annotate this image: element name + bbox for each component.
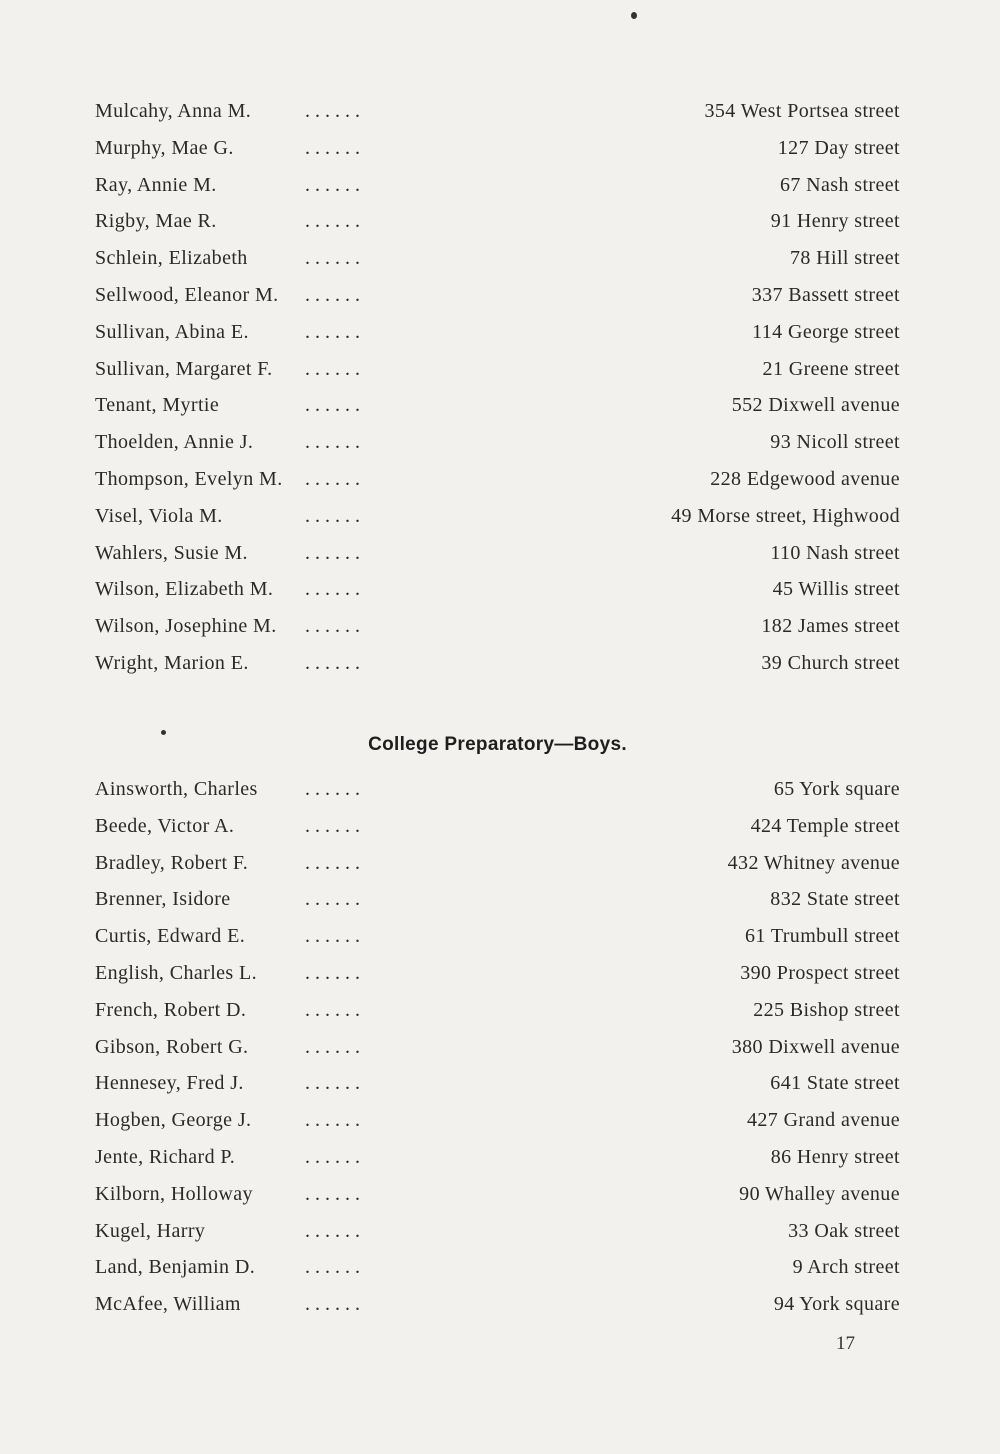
student-address: 78 Hill street	[789, 247, 900, 270]
directory-entry	[95, 280, 900, 317]
student-name: Wright, Marion E.	[95, 651, 249, 674]
student-address: 90 Whalley avenue	[739, 1182, 900, 1205]
directory-entry	[95, 317, 900, 354]
student-name: Hogben, George J.	[95, 1109, 252, 1132]
student-name: Curtis, Edward E.	[95, 925, 246, 948]
girls-directory-list	[95, 96, 900, 685]
student-address: 228 Edgewood avenue	[710, 467, 900, 490]
student-name: French, Robert D.	[95, 998, 247, 1021]
student-address: 225 Bishop street	[753, 998, 900, 1021]
directory-entry	[95, 1068, 900, 1105]
directory-entry	[95, 1142, 900, 1179]
directory-entry	[95, 1032, 900, 1069]
dot-leaders: . . . . . .	[305, 925, 360, 948]
directory-entry	[95, 995, 900, 1032]
student-address: 337 Bassett street	[751, 283, 900, 306]
dot-leaders: . . . . . .	[305, 615, 360, 638]
dot-leaders: . . . . . .	[305, 283, 360, 306]
student-name: Sullivan, Abina E.	[95, 320, 249, 343]
student-name: Mulcahy, Anna M.	[95, 100, 252, 122]
dot-leaders: . . . . . .	[305, 320, 360, 343]
student-address: 61 Trumbull street	[745, 925, 900, 948]
dot-leaders: . . . . . .	[305, 578, 360, 601]
student-name: Sellwood, Eleanor M.	[95, 283, 279, 306]
student-name: Rigby, Mae R.	[95, 210, 217, 233]
directory-entry	[95, 1216, 900, 1253]
dot-leaders: . . . . . .	[305, 467, 360, 490]
directory-entry	[95, 538, 900, 575]
student-name: Jente, Richard P.	[95, 1145, 236, 1168]
directory-entry	[95, 170, 900, 207]
dot-leaders: . . . . . .	[305, 1293, 360, 1316]
dot-leaders: . . . . . .	[305, 1256, 360, 1279]
directory-entry	[95, 811, 900, 848]
student-name: Hennesey, Fred J.	[95, 1072, 244, 1095]
dot-leaders: . . . . . .	[305, 851, 360, 874]
dot-leaders: . . . . . .	[305, 100, 360, 122]
student-name: Sullivan, Margaret F.	[95, 357, 273, 380]
student-name: Thompson, Evelyn M.	[95, 467, 283, 490]
directory-entry	[95, 884, 900, 921]
dot-leaders: . . . . . .	[305, 1182, 360, 1205]
student-name: Ray, Annie M.	[95, 173, 217, 196]
student-name: Tenant, Myrtie	[95, 394, 220, 417]
student-address: 432 Whitney avenue	[727, 851, 900, 874]
dot-leaders: . . . . . .	[305, 651, 360, 674]
dot-leaders: . . . . . .	[305, 541, 360, 564]
student-address: 93 Nicoll street	[770, 431, 900, 454]
student-address: 94 York square	[773, 1293, 900, 1316]
dot-leaders: . . . . . .	[305, 778, 360, 800]
section-heading: College Preparatory—Boys.	[368, 734, 627, 755]
student-address: 9 Arch street	[792, 1256, 900, 1279]
student-name: Kilborn, Holloway	[95, 1182, 253, 1205]
student-address: 390 Prospect street	[740, 961, 900, 984]
student-name: Gibson, Robert G.	[95, 1035, 249, 1058]
dot-leaders: . . . . . .	[305, 1072, 360, 1095]
directory-entry	[95, 1252, 900, 1289]
student-name: Wahlers, Susie M.	[95, 541, 248, 564]
dot-leaders: . . . . . .	[305, 357, 360, 380]
student-name: Land, Benjamin D.	[95, 1256, 256, 1279]
student-address: 832 State street	[770, 888, 900, 911]
directory-entry	[95, 96, 900, 133]
student-address: 424 Temple street	[750, 814, 900, 837]
dot-leaders: . . . . . .	[305, 1109, 360, 1132]
directory-entry	[95, 574, 900, 611]
directory-entry	[95, 1289, 900, 1326]
student-address: 86 Henry street	[770, 1145, 900, 1168]
student-name: Thoelden, Annie J.	[95, 431, 254, 454]
directory-entry	[95, 206, 900, 243]
student-name: Beede, Victor A.	[95, 814, 235, 837]
directory-entry	[95, 611, 900, 648]
student-address: 91 Henry street	[770, 210, 900, 233]
student-address: 552 Dixwell avenue	[731, 394, 900, 417]
dot-leaders: . . . . . .	[305, 136, 360, 159]
student-address: 641 State street	[770, 1072, 900, 1095]
student-name: Visel, Viola M.	[95, 504, 223, 527]
dot-leaders: . . . . . .	[305, 504, 360, 527]
dot-leaders: . . . . . .	[305, 961, 360, 984]
page-number: 17	[836, 1333, 855, 1354]
student-address: 33 Oak street	[788, 1219, 900, 1242]
student-address: 21 Greene street	[762, 357, 900, 380]
student-name: Bradley, Robert F.	[95, 851, 249, 874]
student-address: 427 Grand avenue	[746, 1109, 900, 1132]
student-name: Schlein, Elizabeth	[95, 247, 248, 270]
dot-leaders: . . . . . .	[305, 247, 360, 270]
directory-entry	[95, 390, 900, 427]
directory-entry	[95, 921, 900, 958]
dot-leaders: . . . . . .	[305, 210, 360, 233]
directory-entry	[95, 427, 900, 464]
directory-entry	[95, 848, 900, 885]
student-address: 45 Willis street	[772, 578, 900, 601]
student-address: 354 West Portsea street	[704, 100, 900, 122]
directory-entry	[95, 354, 900, 391]
student-name: Murphy, Mae G.	[95, 136, 234, 159]
directory-entry	[95, 648, 900, 685]
dot-leaders: . . . . . .	[305, 814, 360, 837]
dot-leaders: . . . . . .	[305, 1219, 360, 1242]
student-address: 39 Church street	[761, 651, 900, 674]
ink-speck	[631, 12, 637, 19]
directory-entry	[95, 133, 900, 170]
student-name: Brenner, Isidore	[95, 888, 231, 911]
dot-leaders: . . . . . .	[305, 1145, 360, 1168]
directory-entry	[95, 1105, 900, 1142]
directory-entry	[95, 464, 900, 501]
dot-leaders: . . . . . .	[305, 888, 360, 911]
student-name: Wilson, Elizabeth M.	[95, 578, 274, 601]
student-address: 182 James street	[761, 615, 900, 638]
student-address: 110 Nash street	[770, 541, 900, 564]
student-address: 114 George street	[752, 320, 900, 343]
student-name: McAfee, William	[95, 1293, 241, 1316]
dot-leaders: . . . . . .	[305, 431, 360, 454]
student-address: 380 Dixwell avenue	[731, 1035, 900, 1058]
dot-leaders: . . . . . .	[305, 173, 360, 196]
dot-leaders: . . . . . .	[305, 1035, 360, 1058]
directory-entry	[95, 958, 900, 995]
directory-entry	[95, 1179, 900, 1216]
dot-leaders: . . . . . .	[305, 394, 360, 417]
dot-leaders: . . . . . .	[305, 998, 360, 1021]
directory-entry	[95, 501, 900, 538]
student-address: 49 Morse street, Highwood	[671, 504, 900, 527]
student-address: 67 Nash street	[779, 173, 900, 196]
student-name: Ainsworth, Charles	[95, 778, 258, 800]
directory-entry	[95, 774, 900, 811]
student-address: 65 York square	[773, 778, 900, 800]
student-name: Kugel, Harry	[95, 1219, 206, 1242]
boys-directory-list	[95, 774, 900, 1326]
student-address: 127 Day street	[777, 136, 900, 159]
student-name: English, Charles L.	[95, 961, 258, 984]
directory-entry	[95, 243, 900, 280]
student-name: Wilson, Josephine M.	[95, 615, 277, 638]
